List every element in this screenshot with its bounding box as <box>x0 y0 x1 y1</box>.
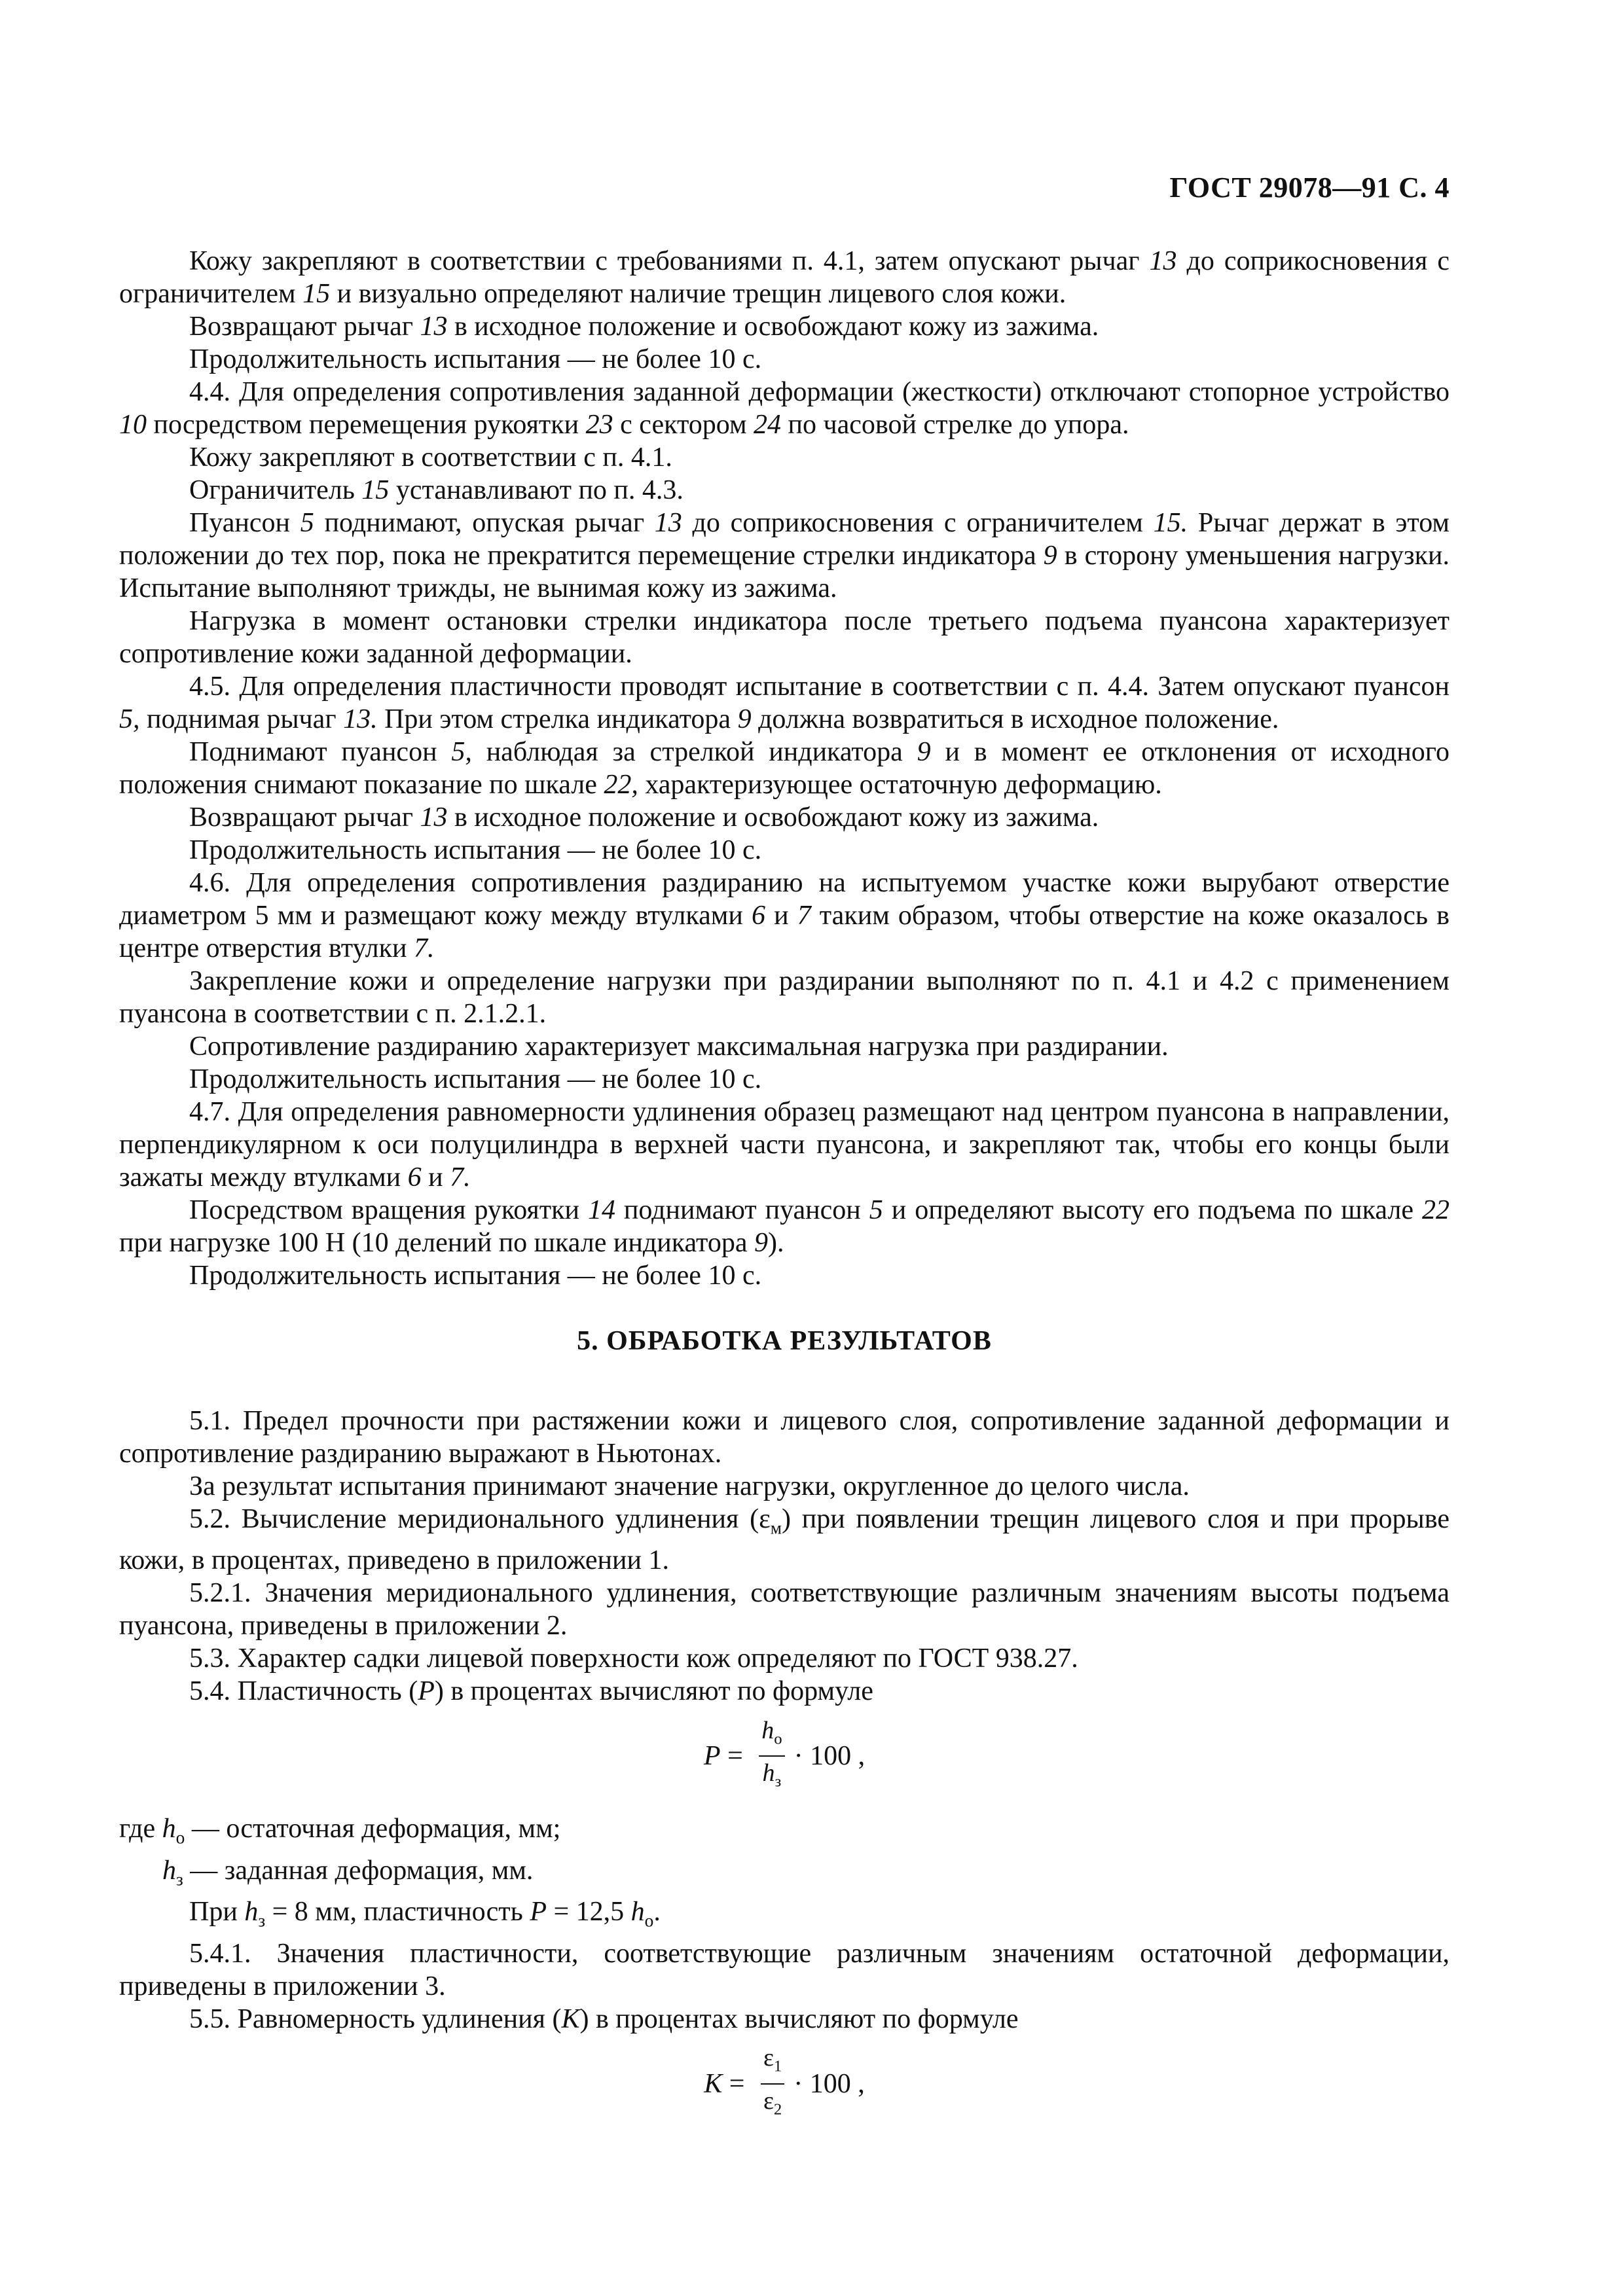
paragraph-4-5: 4.5. Для определения пластичности проводят испытание в соответствии с п. 4.4. Затем опускают пуансон 5, поднимая рычаг 13. При этом стрелка индикатора 9 должна возвратиться в исходное положение. <box>119 672 1450 734</box>
paragraph-5-4: 5.4. Пластичность (P) в процентах вычисляют по формуле <box>189 1676 873 1707</box>
paragraph: Посредством вращения рукоятки 14 поднимают пуансон 5 и определяют высоту его подъема по шкале 22 при нагрузке 100 Н (10 делений по шкале индикатора 9). <box>119 1195 1450 1258</box>
paragraph-5-3: 5.3. Характер садки лицевой поверхности кож определяют по ГОСТ 938.27. <box>189 1643 1078 1674</box>
paragraph: При $h_з = 8$ мм, пластичность P = 12,5 $h_о$. <box>189 1897 661 1931</box>
formula-uniformity: K = $\frac{\varepsilon_1}{\varepsilon_2}$ · 100 , <box>119 2045 1450 2123</box>
paragraph: Продолжительность испытания — не более 10 с. <box>189 1261 762 1291</box>
page-header: ГОСТ 29078—91 С. 4 <box>1169 171 1450 204</box>
paragraph: Ограничитель 15 устанавливают по п. 4.3. <box>189 475 684 505</box>
paragraph-5-2-1: 5.2.1. Значения меридионального удлинения, соответствующие различным значениям высоты подъема пуансона, приведены в приложении 2. <box>119 1578 1450 1641</box>
paragraph: Кожу закрепляют в соответствии с требованиями п. 4.1, затем опускают рычаг 13 до соприкосновения с ограничителем 15 и визуально определяют наличие трещин лицевого слоя кожи. <box>119 246 1450 309</box>
paragraph: Закрепление кожи и определение нагрузки при раздирании выполняют по п. 4.1 и 4.2 с применением пуансона в соответствии с п. 2.1.2.1. <box>119 966 1450 1029</box>
paragraph-4-4: 4.4. Для определения сопротивления заданной деформации (жесткости) отключают стопорное устройство 10 посредством перемещения рукоятки 23 с сектором 24 по часовой стрелке до упора. <box>119 377 1450 440</box>
paragraph: За результат испытания принимают значение нагрузки, округленное до целого числа. <box>189 1471 1190 1501</box>
paragraph: Продолжительность испытания — не более 10 с. <box>189 344 762 374</box>
paragraph-5-1: 5.1. Предел прочности при растяжении кожи и лицевого слоя, сопротивление заданной деформации и сопротивление раздиранию выражают в Ньютонах. <box>119 1406 1450 1469</box>
paragraph: Продолжительность испытания — не более 10 с. <box>189 1064 762 1094</box>
paragraph-5-4-1: 5.4.1. Значения пластичности, соответствующие различным значениям остаточной деформации, приведены в приложении 3. <box>119 1938 1450 2001</box>
paragraph: Возвращают рычаг 13 в исходное положение и освобождают кожу из зажима. <box>189 312 1099 342</box>
paragraph: Поднимают пуансон 5, наблюдая за стрелкой индикатора 9 и в момент ее отклонения от исходного положения снимают показание по шкале 22, характеризующее остаточную деформацию. <box>119 737 1450 800</box>
paragraph: Возвращают рычаг 13 в исходное положение и освобождают кожу из зажима. <box>189 802 1099 833</box>
section-heading: 5. ОБРАБОТКА РЕЗУЛЬТАТОВ <box>577 1326 992 1356</box>
paragraph: Кожу закрепляют в соответствии с п. 4.1. <box>189 442 672 473</box>
paragraph: Пуансон 5 поднимают, опуская рычаг 13 до соприкосновения с ограничителем 15. Рычаг держат в этом положении до тех пор, пока не прекратится перемещение стрелки индикатора 9 в сторону уменьшения нагрузки. Испытание выполняют трижды, не вынимая кожу из зажима. <box>119 508 1450 603</box>
paragraph-5-2: 5.2. Вычисление меридионального удлинения $(\varepsilon_м)$ при появлении трещин лицевого слоя и при прорыве кожи, в процентах, приведено в приложении 1. <box>119 1504 1450 1576</box>
paragraph: Нагрузка в момент остановки стрелки индикатора после третьего подъема пуансона характеризует сопротивление кожи заданной деформации. <box>119 606 1450 669</box>
paragraph: Сопротивление раздиранию характеризует максимальная нагрузка при раздирании. <box>189 1031 1169 1062</box>
paragraph-5-5: 5.5. Равномерность удлинения (K) в процентах вычисляют по формуле <box>189 2003 1019 2034</box>
paragraph-4-6: 4.6. Для определения сопротивления раздиранию на испытуемом участке кожи вырубают отверстие диаметром 5 мм и размещают кожу между втулками 6 и 7 таким образом, чтобы отверстие на коже оказалось в центре отверстия втулки 7. <box>119 868 1450 963</box>
fraction: $\frac{h_o}{h_з}$ <box>759 1717 784 1796</box>
formula-legend: где $h_о$ — остаточная деформация, мм; <box>119 1814 561 1848</box>
paragraph-4-7: 4.7. Для определения равномерности удлинения образец размещают над центром пуансона в направлении, перпендикулярном к оси полуцилиндра в верхней части пуансона, и закрепляют так, чтобы его концы были зажаты между втулками 6 и 7. <box>119 1097 1450 1193</box>
fraction: $\frac{\varepsilon_1}{\varepsilon_2}$ <box>761 2044 784 2123</box>
formula-plasticity: P = $\frac{h_o}{h_з}$ · 100 , <box>119 1717 1450 1795</box>
paragraph: Продолжительность испытания — не более 10 с. <box>189 835 762 865</box>
document-body <box>119 245 1450 2140</box>
formula-legend: $h_з$ — заданная деформация, мм. <box>162 1855 534 1890</box>
